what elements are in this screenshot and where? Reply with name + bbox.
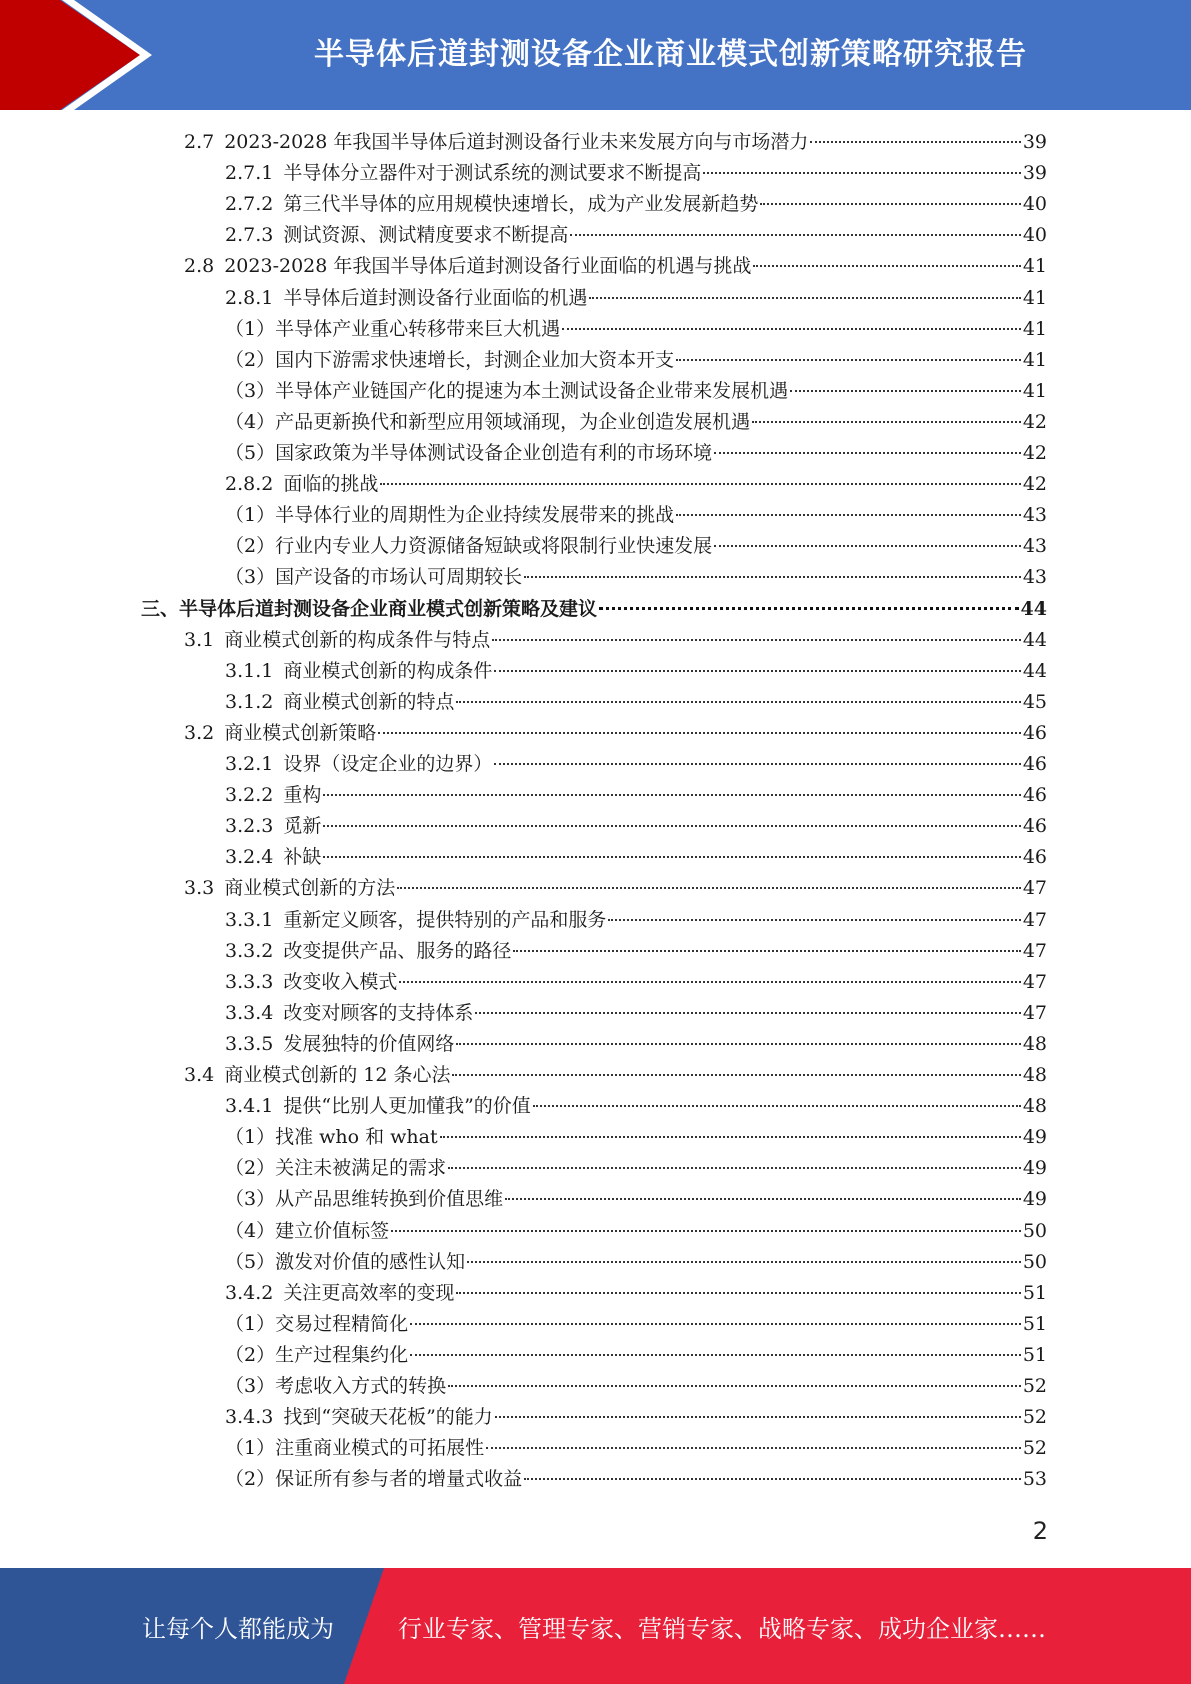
toc-entry[interactable] <box>225 749 1047 780</box>
toc-entry-page: 47 <box>1022 877 1047 900</box>
toc-entry-title: 2023-2028 年我国半导体后道封测设备行业面临的机遇与挑战 <box>224 255 752 278</box>
toc-entry-title: 国产设备的市场认可周期较长 <box>275 566 523 589</box>
toc-entry-number: （4） <box>225 410 276 433</box>
toc-entry[interactable] <box>225 1184 1047 1215</box>
toc-entry-title: 商业模式创新的方法 <box>224 877 396 900</box>
toc-entry-number: 2.7.2 <box>225 193 274 216</box>
toc-entry-number: 3.3.3 <box>225 970 274 993</box>
toc-dot-leader <box>752 421 1021 423</box>
toc-dot-leader <box>494 670 1020 672</box>
toc-entry-title: 重构 <box>283 784 322 807</box>
toc-entry-title: 商业模式创新策略 <box>224 721 377 744</box>
toc-entry[interactable] <box>184 127 1047 158</box>
toc-entry-number: 2.8.1 <box>225 286 274 309</box>
toc-entry-page: 43 <box>1022 504 1047 527</box>
toc-dot-leader <box>608 919 1020 921</box>
toc-entry-number: 2.8.2 <box>225 473 274 496</box>
toc-entry-page: 48 <box>1022 1032 1047 1055</box>
toc-entry[interactable] <box>225 811 1047 842</box>
toc-dot-leader <box>391 1230 1021 1232</box>
toc-entry-page: 49 <box>1022 1157 1047 1180</box>
toc-entry-page: 51 <box>1022 1312 1047 1335</box>
toc-dot-leader <box>410 1323 1021 1325</box>
toc-entry-page: 51 <box>1022 1281 1047 1304</box>
toc-entry[interactable] <box>184 1060 1047 1091</box>
toc-entry[interactable] <box>225 1278 1047 1309</box>
toc-entry-title: 半导体产业重心转移带来巨大机遇 <box>275 317 561 340</box>
toc-entry-title: 关注未被满足的需求 <box>275 1157 447 1180</box>
toc-entry-title: 觅新 <box>283 815 322 838</box>
toc-entry-title: 产品更新换代和新型应用领域涌现，为企业创造发展机遇 <box>275 410 751 433</box>
toc-dot-leader <box>378 732 1021 734</box>
toc-entry[interactable] <box>225 1216 1047 1247</box>
toc-dot-leader <box>494 763 1020 765</box>
toc-entry-number: 2.7 <box>184 131 215 153</box>
toc-entry-title: 半导体行业的周期性为企业持续发展带来的挑战 <box>275 504 675 527</box>
toc-entry-number: 3.3.5 <box>225 1032 274 1055</box>
toc-entry[interactable] <box>225 469 1047 500</box>
toc-entry-page: 47 <box>1022 908 1047 931</box>
toc-entry-number: 3.2.2 <box>225 784 274 807</box>
toc-entry-title: 面临的挑战 <box>283 473 379 496</box>
toc-entry-page: 42 <box>1022 442 1047 464</box>
toc-entry[interactable] <box>225 438 1047 469</box>
toc-entry-title: 半导体分立器件对于测试系统的测试要求不断提高 <box>283 162 702 185</box>
toc-entry-page: 52 <box>1022 1375 1047 1397</box>
toc-entry-title: 注重商业模式的可拓展性 <box>275 1437 485 1460</box>
toc-entry-number: 2.8 <box>184 255 215 278</box>
toc-entry[interactable] <box>225 531 1047 562</box>
toc-dot-leader <box>452 1074 1020 1076</box>
toc-entry[interactable] <box>225 407 1047 438</box>
toc-entry[interactable] <box>225 1309 1047 1340</box>
toc-entry[interactable] <box>225 936 1047 967</box>
toc-entry-title: 国内下游需求快速增长，封测企业加大资本开支 <box>275 348 675 371</box>
toc-entry-number: （2） <box>225 1468 276 1491</box>
toc-entry-page: 49 <box>1022 1188 1047 1211</box>
toc-dot-leader <box>456 701 1020 703</box>
toc-entry-number: 2.7.1 <box>225 162 274 185</box>
toc-entry-title: 关注更高效率的变现 <box>283 1281 455 1304</box>
toc-entry-title: 从产品思维转换到价值思维 <box>275 1188 504 1211</box>
toc-dot-leader <box>505 1198 1021 1200</box>
toc-dot-leader <box>524 1478 1021 1480</box>
toc-entry-number: （1） <box>225 1437 276 1460</box>
toc-entry-page: 46 <box>1022 846 1047 869</box>
toc-entry[interactable] <box>225 1029 1047 1060</box>
toc-entry-page: 50 <box>1022 1250 1047 1273</box>
toc-entry-title: 改变收入模式 <box>283 970 398 993</box>
toc-entry-number: （3） <box>225 1188 276 1211</box>
toc-entry-page: 53 <box>1022 1468 1047 1491</box>
toc-entry[interactable] <box>225 780 1047 811</box>
toc-entry[interactable] <box>225 345 1047 376</box>
toc-dot-leader <box>599 607 1019 610</box>
toc-dot-leader <box>513 950 1020 952</box>
toc-dot-leader <box>448 1385 1021 1387</box>
toc-entry[interactable] <box>184 718 1047 749</box>
toc-entry-page: 46 <box>1022 784 1047 807</box>
toc-entry[interactable] <box>225 1247 1047 1278</box>
toc-dot-leader <box>323 825 1020 827</box>
toc-dot-leader <box>467 1261 1021 1263</box>
toc-entry-number: （1） <box>225 1126 276 1149</box>
toc-entry-number: 3.2.1 <box>225 753 274 775</box>
toc-entry[interactable] <box>225 220 1047 251</box>
toc-entry-page: 46 <box>1022 815 1047 838</box>
toc-entry-page: 45 <box>1022 690 1047 713</box>
toc-entry-number: （3） <box>225 1375 276 1397</box>
toc-entry-number: 3.1.2 <box>225 690 274 713</box>
toc-entry-page: 47 <box>1022 1001 1047 1024</box>
toc-entry-page: 41 <box>1022 379 1047 402</box>
toc-dot-leader <box>440 1136 1021 1138</box>
toc-entry-page: 44 <box>1022 659 1047 682</box>
toc-entry-title: 2023-2028 年我国半导体后道封测设备行业未来发展方向与市场潜力 <box>224 131 809 153</box>
toc-entry-number: （4） <box>225 1219 276 1242</box>
toc-entry-number: 3.3.2 <box>225 939 274 962</box>
toc-dot-leader <box>399 981 1020 983</box>
toc-dot-leader <box>676 359 1021 361</box>
toc-dot-leader <box>456 1043 1020 1045</box>
toc-entry-number: 3.4.1 <box>225 1095 274 1118</box>
toc-dot-leader <box>570 234 1020 236</box>
toc-entry[interactable] <box>225 500 1047 531</box>
toc-entry[interactable] <box>225 656 1047 687</box>
toc-entry-number: 2.7.3 <box>225 224 274 247</box>
toc-entry-title: 激发对价值的感性认知 <box>275 1250 466 1273</box>
toc-dot-leader <box>323 794 1020 796</box>
toc-entry-title: 找准 who 和 what <box>275 1126 438 1149</box>
toc-entry-number: 3.4 <box>184 1064 215 1086</box>
toc-dot-leader <box>495 1416 1021 1418</box>
toc-entry-page: 44 <box>1020 597 1047 620</box>
toc-dot-leader <box>810 141 1020 143</box>
toc-entry-number: （1） <box>225 504 276 527</box>
toc-dot-leader <box>676 514 1021 516</box>
toc-entry-page: 44 <box>1022 628 1047 651</box>
toc-entry-page: 52 <box>1022 1406 1047 1429</box>
toc-dot-leader <box>714 452 1021 454</box>
toc-entry-title: 生产过程集约化 <box>275 1343 409 1366</box>
toc-entry[interactable] <box>225 905 1047 936</box>
toc-entry-page: 43 <box>1022 566 1047 589</box>
toc-entry-number: （1） <box>225 317 276 340</box>
toc-entry[interactable] <box>225 1402 1047 1433</box>
toc-entry-title: 重新定义顾客，提供特别的产品和服务 <box>283 908 607 931</box>
toc-entry[interactable] <box>225 562 1047 593</box>
report-title: 半导体后道封测设备企业商业模式创新策略研究报告 <box>314 37 1027 72</box>
toc-dot-leader <box>714 545 1021 547</box>
toc-dot-leader <box>380 483 1020 485</box>
toc-entry-page: 41 <box>1022 286 1047 309</box>
toc-dot-leader <box>486 1447 1021 1449</box>
toc-entry[interactable] <box>225 1464 1047 1495</box>
toc-dot-leader <box>323 856 1020 858</box>
toc-entry[interactable] <box>225 1153 1047 1184</box>
toc-entry-title: 保证所有参与者的增量式收益 <box>275 1468 523 1491</box>
toc-entry-page: 42 <box>1022 473 1047 496</box>
toc-entry-title: 商业模式创新的特点 <box>283 690 455 713</box>
toc-entry-title: 补缺 <box>283 846 322 869</box>
toc-entry-title: 商业模式创新的 12 条心法 <box>224 1064 451 1086</box>
toc-dot-leader <box>753 265 1020 267</box>
toc-entry-title: 建立价值标签 <box>275 1219 390 1242</box>
toc-entry-number: 3.2.3 <box>225 815 274 838</box>
toc-entry[interactable] <box>225 283 1047 314</box>
toc-dot-leader <box>562 328 1021 330</box>
toc-dot-leader <box>410 1354 1021 1356</box>
toc-entry-title: 交易过程精简化 <box>275 1312 409 1335</box>
toc-entry-title: 提供“比别人更加懂我”的价值 <box>283 1095 531 1118</box>
toc-entry-title: 国家政策为半导体测试设备企业创造有利的市场环境 <box>275 442 713 464</box>
toc-entry[interactable] <box>225 1371 1047 1402</box>
footer-band <box>0 1568 1191 1684</box>
toc-dot-leader <box>397 887 1021 889</box>
toc-dot-leader <box>524 576 1021 578</box>
toc-entry-page: 49 <box>1022 1126 1047 1149</box>
toc-entry[interactable] <box>184 251 1047 282</box>
toc-dot-leader <box>703 172 1020 174</box>
toc-entry-title: 改变对顾客的支持体系 <box>283 1001 474 1024</box>
toc-entry-number: 3.4.2 <box>225 1281 274 1304</box>
toc-entry-number: （2） <box>225 348 276 371</box>
toc-entry-page: 47 <box>1022 939 1047 962</box>
toc-entry-page: 47 <box>1022 970 1047 993</box>
toc-entry-number: 3.3.1 <box>225 908 274 931</box>
toc-dot-leader <box>475 1012 1020 1014</box>
header-band <box>0 0 1191 110</box>
toc-entry-number: 3.1.1 <box>225 659 274 682</box>
toc-entry-number: 3.3.4 <box>225 1001 274 1024</box>
footer-slogan-right: 行业专家、管理专家、营销专家、战略专家、成功企业家…… <box>398 1614 1046 1643</box>
toc-entry-number: （2） <box>225 1157 276 1180</box>
toc-entry-page: 40 <box>1022 224 1047 247</box>
toc-entry-title: 行业内专业人力资源储备短缺或将限制行业快速发展 <box>275 535 713 558</box>
toc-dot-leader <box>533 1105 1021 1107</box>
toc-entry-page: 42 <box>1022 410 1047 433</box>
toc-entry-page: 39 <box>1022 131 1047 153</box>
toc-entry-number: （5） <box>225 1250 276 1273</box>
toc-entry-page: 48 <box>1022 1095 1047 1118</box>
toc-entry[interactable] <box>225 998 1047 1029</box>
toc-entry-number: （2） <box>225 535 276 558</box>
toc-entry[interactable] <box>225 1122 1047 1153</box>
toc-entry-page: 41 <box>1022 348 1047 371</box>
toc-entry-number: 3.2 <box>184 721 215 744</box>
toc-entry-title: 测试资源、测试精度要求不断提高 <box>283 224 569 247</box>
toc-entry[interactable] <box>225 1433 1047 1464</box>
toc-entry-number: 3.1 <box>184 628 215 651</box>
toc-entry-page: 39 <box>1022 162 1047 185</box>
toc-entry-number: （1） <box>225 1312 276 1335</box>
toc-dot-leader <box>456 1292 1020 1294</box>
toc-dot-leader <box>589 297 1020 299</box>
toc-entry-title: 找到“突破天花板”的能力 <box>283 1406 493 1429</box>
toc-entry[interactable] <box>225 842 1047 873</box>
toc-entry[interactable] <box>141 594 1047 625</box>
toc-entry-number: （3） <box>225 566 276 589</box>
toc-entry[interactable] <box>184 873 1047 904</box>
toc-entry-title: 发展独特的价值网络 <box>283 1032 455 1055</box>
toc-entry[interactable] <box>225 314 1047 345</box>
toc-entry[interactable] <box>184 625 1047 656</box>
toc-entry-title: 设界（设定企业的边界） <box>283 753 493 775</box>
toc-dot-leader <box>448 1167 1021 1169</box>
toc-entry-page: 41 <box>1022 317 1047 340</box>
toc-entry-title: 商业模式创新的构成条件 <box>283 659 493 682</box>
toc-entry-page: 51 <box>1022 1343 1047 1366</box>
toc-entry-title: 半导体后道封测设备行业面临的机遇 <box>283 286 588 309</box>
toc-entry-page: 40 <box>1022 193 1047 216</box>
toc-entry[interactable] <box>225 967 1047 998</box>
toc-entry-number: （2） <box>225 1343 276 1366</box>
toc-entry-page: 50 <box>1022 1219 1047 1242</box>
toc-entry-number: 3.2.4 <box>225 846 274 869</box>
toc-entry-page: 43 <box>1022 535 1047 558</box>
toc-entry[interactable] <box>225 189 1047 220</box>
toc-dot-leader <box>760 203 1020 205</box>
toc-dot-leader <box>790 390 1021 392</box>
page-number: 2 <box>1032 1517 1048 1545</box>
toc-entry[interactable] <box>225 687 1047 718</box>
toc-entry-page: 52 <box>1022 1437 1047 1460</box>
toc-entry-title: 三、半导体后道封测设备企业商业模式创新策略及建议 <box>141 597 598 620</box>
toc-entry-title: 半导体产业链国产化的提速为本土测试设备企业带来发展机遇 <box>275 379 789 402</box>
toc-entry-page: 46 <box>1022 753 1047 775</box>
footer-slogan-left: 让每个人都能成为 <box>142 1614 334 1643</box>
toc-entry-page: 41 <box>1022 255 1047 278</box>
toc-entry[interactable] <box>225 1091 1047 1122</box>
toc-entry-number: （5） <box>225 442 276 464</box>
toc-entry[interactable] <box>225 1340 1047 1371</box>
toc-entry[interactable] <box>225 376 1047 407</box>
toc-entry-page: 48 <box>1022 1064 1047 1086</box>
toc-dot-leader <box>492 639 1021 641</box>
toc-entry-title: 商业模式创新的构成条件与特点 <box>224 628 491 651</box>
toc-entry-page: 46 <box>1022 721 1047 744</box>
toc-entry-title: 考虑收入方式的转换 <box>275 1375 447 1397</box>
red-chevron-icon <box>0 0 160 110</box>
toc-entry-title: 改变提供产品、服务的路径 <box>283 939 512 962</box>
toc-entry-number: （3） <box>225 379 276 402</box>
toc-entry-number: 3.4.3 <box>225 1406 274 1429</box>
toc-entry-title: 第三代半导体的应用规模快速增长，成为产业发展新趋势 <box>283 193 759 216</box>
toc-entry[interactable] <box>225 158 1047 189</box>
toc-entry-number: 3.3 <box>184 877 215 900</box>
